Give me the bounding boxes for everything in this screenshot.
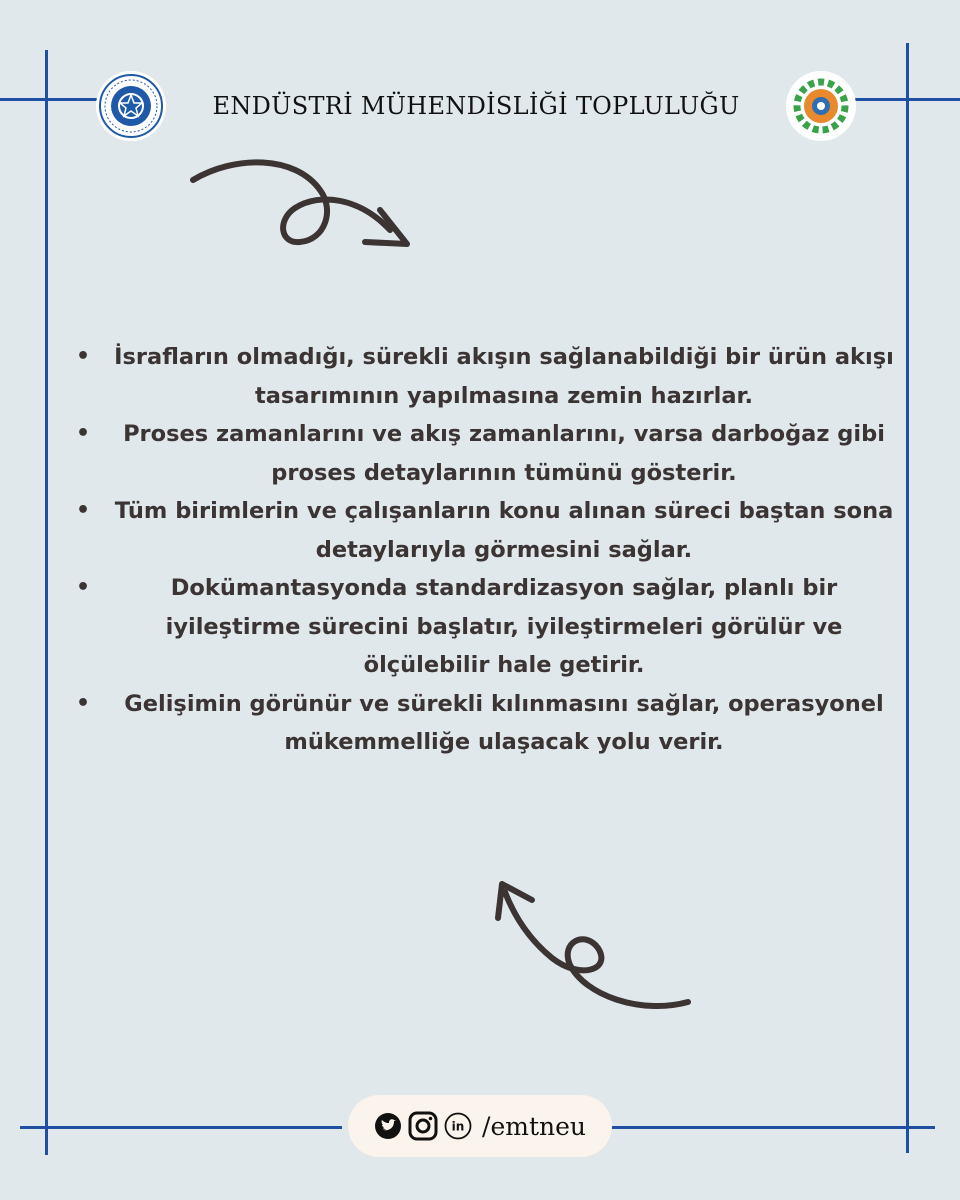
list-item	[68, 492, 896, 569]
header	[96, 70, 856, 142]
bullet-dot: •	[76, 575, 91, 600]
bullet-text: Dokümantasyonda standardizasyon sağlar, planlı bir iyileştirme sürecini başlatır, iyileştirmeleri görülür ve ölçülebilir hale getirir.	[165, 575, 843, 678]
curly-arrow-top-icon	[185, 150, 425, 260]
list-item	[68, 415, 896, 492]
frame-line-top-right	[850, 98, 960, 101]
social-handle[interactable]: /emtneu	[482, 1111, 586, 1141]
list-item	[68, 685, 896, 762]
frame-line-top-left	[0, 98, 105, 101]
bullet-text: İsrafların olmadığı, sürekli akışın sağlanabildiği bir ürün akışı tasarımının yapılmasına zemin hazırlar.	[114, 344, 894, 409]
linkedin-icon[interactable]	[444, 1112, 472, 1140]
bullet-text: Gelişimin görünür ve sürekli kılınmasını sağlar, operasyonel mükemmelliğe ulaşacak yolu verir.	[124, 690, 884, 755]
bullet-text: Proses zamanlarını ve akış zamanlarını, varsa darboğaz gibi proses detaylarının tümünü gösterir.	[123, 421, 885, 486]
bullet-dot: •	[76, 690, 91, 716]
svg-text:in: in	[451, 1119, 465, 1134]
bullet-text: Tüm birimlerin ve çalışanların konu alınan süreci baştan sona detaylarıyla görmesini sağlar.	[114, 498, 894, 563]
bullet-dot: •	[76, 421, 91, 446]
list-item	[68, 569, 896, 685]
header-title: ENDÜSTRİ MÜHENDİSLİĞİ TOPLULUĞU	[212, 92, 740, 120]
frame-line-bottom-right	[610, 1126, 935, 1129]
frame-line-bottom-left	[20, 1126, 342, 1129]
instagram-icon[interactable]	[408, 1111, 438, 1141]
university-seal-logo	[96, 71, 166, 141]
frame-line-left	[45, 50, 48, 1155]
frame-line-right	[906, 43, 909, 1153]
twitter-icon[interactable]	[374, 1112, 402, 1140]
community-gear-logo	[786, 71, 856, 141]
curly-arrow-bottom-icon	[490, 870, 700, 1020]
bullet-dot: •	[76, 498, 91, 523]
list-item	[68, 338, 896, 415]
bullet-list	[68, 338, 896, 762]
social-footer	[348, 1095, 612, 1157]
bullet-dot: •	[76, 344, 91, 369]
